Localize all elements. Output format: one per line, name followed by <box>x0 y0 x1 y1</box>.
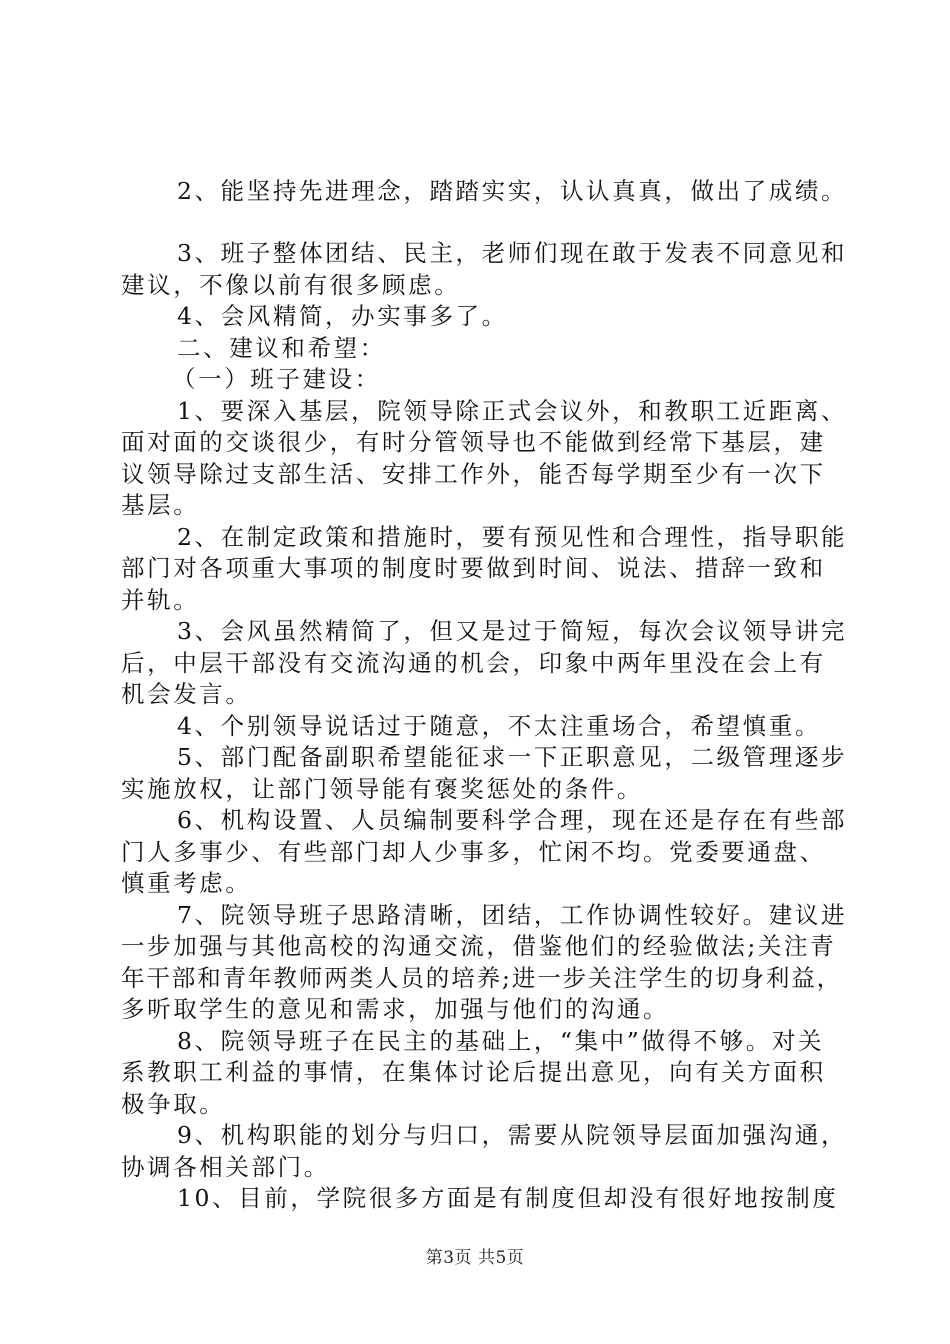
text-line: 门人多事少、有些部门却人少事多，忙闲不均。党委要通盘、 <box>121 838 826 866</box>
text-line: 议领导除过支部生活、安排工作外，能否每学期至少有一次下 <box>121 460 826 488</box>
text-line: 基层。 <box>121 491 200 519</box>
text-line: 系教职工利益的事情，在集体讨论后提出意见，向有关方面积 <box>121 1058 826 1086</box>
subsection-heading: （一）班子建设： <box>172 365 381 393</box>
text-line: 3、班子整体团结、民主，老师们现在敢于发表不同意见和 <box>177 239 848 267</box>
text-line: 4、个别领导说话过于随意，不太注重场合，希望慎重。 <box>177 712 821 740</box>
text-line: 并轨。 <box>121 586 200 614</box>
text-line: 3、会风虽然精简了，但又是过于简短，每次会议领导讲完 <box>177 617 848 645</box>
text-line: 机会发言。 <box>121 680 252 708</box>
text-line: 慎重考虑。 <box>121 869 252 897</box>
section-heading: 二、建议和希望： <box>177 334 386 362</box>
text-line: 后，中层干部没有交流沟通的机会，印象中两年里没在会上有 <box>121 649 826 677</box>
text-line: 面对面的交谈很少，有时分管领导也不能做到经常下基层，建 <box>121 428 826 456</box>
text-line: 4、会风精简，办实事多了。 <box>177 302 508 330</box>
text-line: 实施放权，让部门领导能有褒奖惩处的条件。 <box>121 775 643 803</box>
text-line: 多听取学生的意见和需求，加强与他们的沟通。 <box>121 995 670 1023</box>
text-line: 7、院领导班子思路清晰，团结，工作协调性较好。建议进 <box>177 901 848 929</box>
text-line: 部门对各项重大事项的制度时要做到时间、说法、措辞一致和 <box>121 554 826 582</box>
text-line: 10、目前，学院很多方面是有制度但却没有很好地按制度 <box>177 1184 839 1212</box>
text-line: 9、机构职能的划分与归口，需要从院领导层面加强沟通， <box>177 1121 848 1149</box>
text-line: 1、要深入基层，院领导除正式会议外，和教职工近距离、 <box>177 397 848 425</box>
text-line: 6、机构设置、人员编制要科学合理，现在还是存在有些部 <box>177 806 848 834</box>
text-line: 极争取。 <box>121 1090 226 1118</box>
text-line: 一步加强与其他高校的沟通交流，借鉴他们的经验做法;关注青 <box>121 932 837 960</box>
text-line: 2、在制定政策和措施时，要有预见性和合理性，指导职能 <box>177 523 848 551</box>
text-line: 协调各相关部门。 <box>121 1153 330 1181</box>
text-line: 建议，不像以前有很多顾虑。 <box>121 271 461 299</box>
text-line: 2、能坚持先进理念，踏踏实实，认认真真，做出了成绩。 <box>177 177 848 205</box>
text-line: 5、部门配备副职希望能征求一下正职意见，二级管理逐步 <box>177 743 848 771</box>
text-line: 年干部和青年教师两类人员的培养;进一步关注学生的切身利益， <box>121 964 843 992</box>
text-line: 8、院领导班子在民主的基础上，“集中”做得不够。对关 <box>177 1027 825 1055</box>
page-number-footer: 第3页 共5页 <box>425 1248 525 1268</box>
